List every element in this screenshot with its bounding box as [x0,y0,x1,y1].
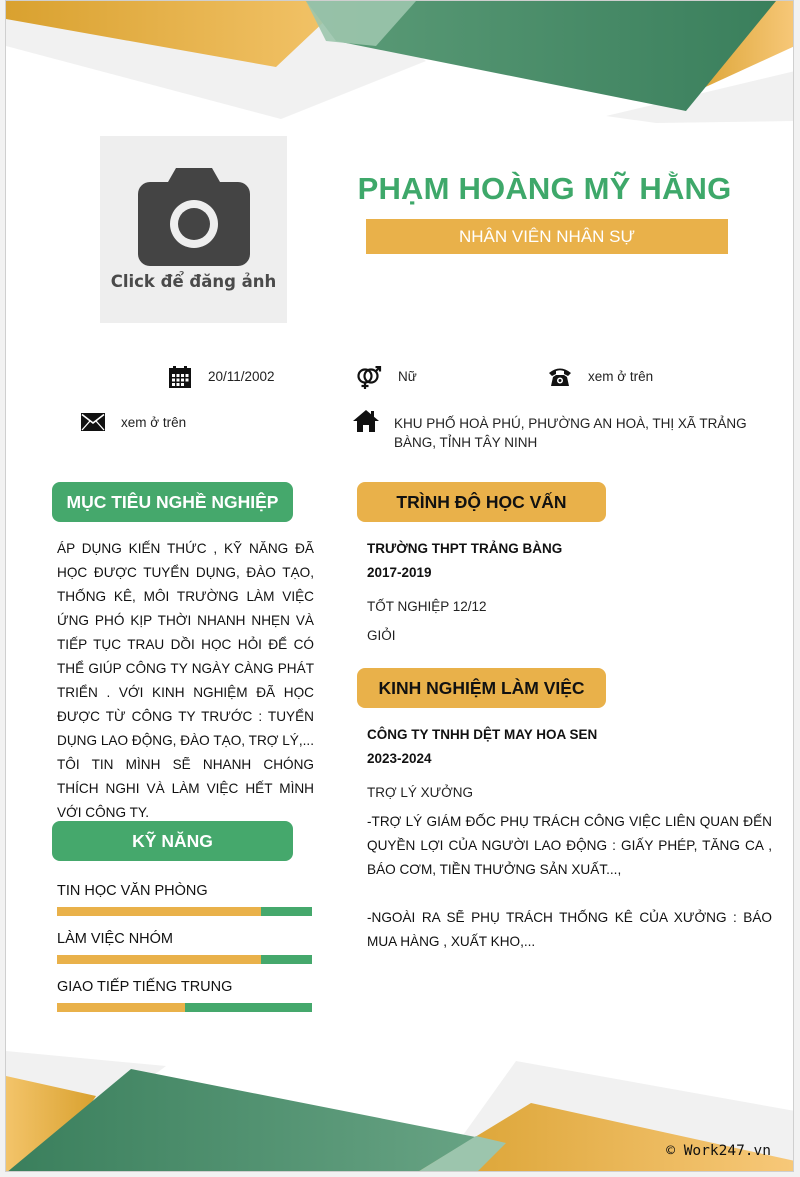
skill-item [57,883,312,916]
experience-duty-2: -NGOÀI RA SẼ PHỤ TRÁCH THỐNG KÊ CỦA XƯỞNG : BÁO MUA HÀNG , XUẤT KHO,... [367,910,772,949]
experience-position: TRỢ LÝ XƯỞNG [367,785,473,800]
company-name: CÔNG TY TNHH DỆT MAY HOA SEN [367,727,598,742]
education-degree: TỐT NGHIỆP 12/12 [367,599,487,614]
experience-heading: KINH NGHIỆM LÀM VIỆC [357,668,606,708]
experience-period: 2023-2024 [367,751,432,766]
photo-upload-label: Click để đăng ảnh [110,272,277,291]
gender-icon [356,366,382,390]
home-icon [353,410,379,432]
skill-item [57,931,312,964]
objective-text: ÁP DỤNG KIẾN THỨC , KỸ NĂNG ĐÃ HỌC ĐƯỢC TUYỂN DỤNG, ĐÀO TẠO, THỐNG KÊ, MÔI TRƯỜNG LÀM VIỆC ỨNG PHÓ KỊP THỜI NHANH NHẸN VÀ TIẾP TỤC TRAU DỒI HỌC HỎI ĐỂ CÓ THỂ GIÚP CÔNG TY NGÀY CÀNG PHÁT TRIỂN . VỚI KINH NGHIỆM ĐÃ HỌC ĐƯỢC TỪ CÔNG TY TRƯỚC : TUYỂN DỤNG LAO ĐỘNG, ĐÀO TẠO, TRỢ LÝ,... TÔI TIN MÌNH SẼ NHANH CHÓNG THÍCH NGHI VÀ LÀM VIỆC HẾT MÌNH VỚI CÔNG TY. [57,541,314,820]
experience-duty-1: -TRỢ LÝ GIÁM ĐỐC PHỤ TRÁCH CÔNG VIỆC LIÊN QUAN ĐẾN QUYỀN LỢI CỦA NGƯỜI LAO ĐỘNG : GIẤY PHÉP, TĂNG CA , BÁO CƠM, TIỀN THƯỞNG SẢN XUẤT..., [367,814,772,877]
candidate-name: PHẠM HOÀNG MỸ HẰNG [357,171,732,206]
education-grade: GIỎI [367,628,396,643]
skills-heading: KỸ NĂNG [52,821,293,861]
skill-name: GIAO TIẾP TIẾNG TRUNG [57,979,233,995]
school-name: TRƯỜNG THPT TRẢNG BÀNG [367,541,563,556]
phone-icon [548,366,572,388]
skill-item [57,979,312,1012]
phone-value: xem ở trên [588,369,654,384]
school-period: 2017-2019 [367,565,432,580]
top-decoration [6,1,794,131]
skill-bar-fill [57,955,261,964]
footer-copyright: © Work247.vn [666,1143,771,1159]
skill-bar-fill [57,1003,185,1012]
gender-value: Nữ [398,369,417,384]
job-title: NHÂN VIÊN NHÂN SỰ [366,219,728,254]
objective-heading: MỤC TIÊU NGHỀ NGHIỆP [52,482,293,522]
email-value: xem ở trên [121,415,187,430]
email-icon [81,413,105,431]
skill-bar [57,955,312,964]
skill-name: LÀM VIỆC NHÓM [57,931,174,947]
education-heading: TRÌNH ĐỘ HỌC VẤN [357,482,606,522]
camera-icon [138,168,250,266]
birthday-value: 20/11/2002 [208,369,275,384]
calendar-icon [169,366,191,388]
address-value: KHU PHỐ HOÀ PHÚ, PHƯỜNG AN HOÀ, THỊ XÃ TRẢNG BÀNG, TỈNH TÂY NINH [394,416,747,450]
skill-bar [57,1003,312,1012]
skill-name: TIN HỌC VĂN PHÒNG [57,883,208,899]
cv-page [5,0,794,1172]
skill-bar [57,907,312,916]
photo-upload-box[interactable] [100,136,287,323]
skill-bar-fill [57,907,261,916]
